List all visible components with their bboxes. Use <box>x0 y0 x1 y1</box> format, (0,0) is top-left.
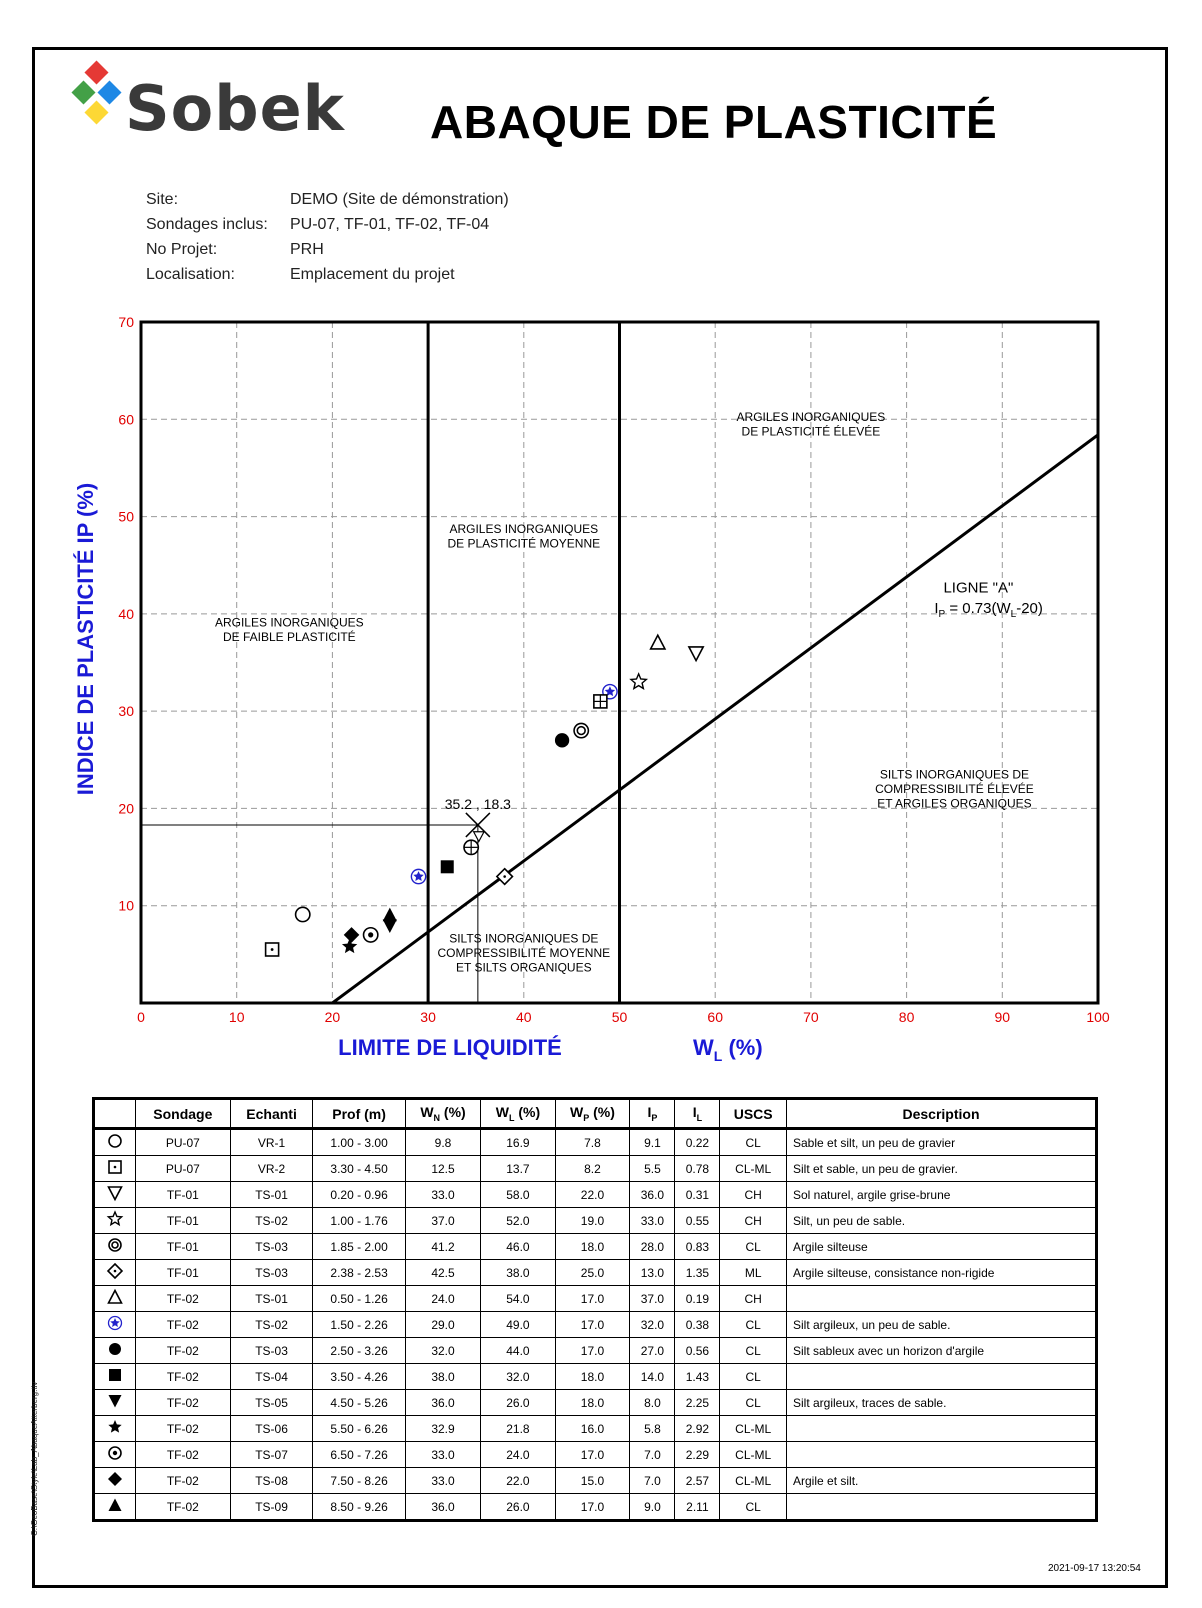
cell-wl: 26.0 <box>481 1390 555 1416</box>
x-tick-label-90: 90 <box>994 1009 1011 1025</box>
cell-sondage: TF-02 <box>136 1468 231 1494</box>
cell-prof: 2.50 - 3.26 <box>313 1338 405 1364</box>
cell-wl: 52.0 <box>481 1208 555 1234</box>
cell-echanti: TS-04 <box>230 1364 313 1390</box>
cell-sondage: TF-02 <box>136 1494 231 1521</box>
row-symbol <box>94 1182 136 1208</box>
logo-diamond-blue <box>97 80 121 104</box>
table-row <box>94 1468 1097 1494</box>
cell-prof: 0.20 - 0.96 <box>313 1182 405 1208</box>
cell-wn: 32.9 <box>405 1416 481 1442</box>
cell-prof: 1.50 - 2.26 <box>313 1312 405 1338</box>
marker-label: 35.2 , 18.3 <box>444 795 511 812</box>
cell-wn: 38.0 <box>405 1364 481 1390</box>
cell-description <box>787 1286 1097 1312</box>
cell-wp: 18.0 <box>555 1234 630 1260</box>
cell-wp: 16.0 <box>555 1416 630 1442</box>
cell-echanti: TS-03 <box>230 1338 313 1364</box>
cell-wp: 17.0 <box>555 1494 630 1521</box>
cell-uscs: CL <box>720 1234 787 1260</box>
cell-il: 2.11 <box>675 1494 720 1521</box>
cell-wp: 22.0 <box>555 1182 630 1208</box>
cell-uscs: CL-ML <box>720 1416 787 1442</box>
cell-echanti: TS-02 <box>230 1312 313 1338</box>
table-row <box>94 1260 1097 1286</box>
row-symbol <box>94 1390 136 1416</box>
row-symbol <box>94 1364 136 1390</box>
table-row <box>94 1416 1097 1442</box>
data-point-0 <box>296 907 310 921</box>
cell-echanti: TS-06 <box>230 1416 313 1442</box>
y-tick-label-70: 70 <box>118 314 134 330</box>
row-symbol <box>94 1468 136 1494</box>
data-point-13 <box>344 927 360 943</box>
cell-ip: 14.0 <box>630 1364 675 1390</box>
cell-sondage: TF-02 <box>136 1364 231 1390</box>
cell-sondage: TF-02 <box>136 1416 231 1442</box>
cell-sondage: TF-02 <box>136 1442 231 1468</box>
info-value-localisation: Emplacement du projet <box>290 266 455 283</box>
info-label-sondages: Sondages inclus: <box>146 216 268 233</box>
row-symbol <box>94 1416 136 1442</box>
cell-sondage: TF-02 <box>136 1390 231 1416</box>
x-tick-label-80: 80 <box>898 1009 915 1025</box>
cell-sondage: PU-07 <box>136 1156 231 1182</box>
a-line-equation: $I_P = 0.73(W_L-20)$ <box>934 599 1043 620</box>
cell-il: 0.31 <box>675 1182 720 1208</box>
logo-diamond-yellow <box>84 100 108 124</box>
cell-description: Sable et silt, un peu de gravier <box>787 1129 1097 1156</box>
table-header-row <box>94 1099 1097 1129</box>
cell-wl: 13.7 <box>481 1156 555 1182</box>
triangle-down-open-icon <box>107 1185 123 1201</box>
logo-diamond-red <box>84 60 108 84</box>
data-point-8 <box>555 733 569 747</box>
cell-echanti: TS-09 <box>230 1494 313 1521</box>
row-symbol <box>94 1312 136 1338</box>
cell-prof: 1.85 - 2.00 <box>313 1234 405 1260</box>
header-sondage: Sondage <box>136 1099 231 1129</box>
info-label-projet: No Projet: <box>146 241 218 258</box>
cell-wn: 36.0 <box>405 1390 481 1416</box>
cell-echanti: TS-01 <box>230 1182 313 1208</box>
cell-wn: 24.0 <box>405 1286 481 1312</box>
file-path: C:\GeoBase\Style\Lab_AbaqueAtterberg.tiv <box>30 1381 39 1536</box>
cell-wp: 19.0 <box>555 1208 630 1234</box>
cell-ip: 5.8 <box>630 1416 675 1442</box>
y-tick-label-20: 20 <box>118 800 134 817</box>
cell-wl: 26.0 <box>481 1494 555 1521</box>
cell-il: 0.22 <box>675 1129 720 1156</box>
cell-ip: 37.0 <box>630 1286 675 1312</box>
cell-il: 2.25 <box>675 1390 720 1416</box>
cell-echanti: TS-01 <box>230 1286 313 1312</box>
info-label-site: Site: <box>146 191 179 208</box>
logo-text: Sobek <box>125 72 345 145</box>
info-value-sondages: PU-07, TF-01, TF-02, TF-04 <box>290 216 490 233</box>
table-row <box>94 1182 1097 1208</box>
cell-il: 2.57 <box>675 1468 720 1494</box>
cell-uscs: CL-ML <box>720 1468 787 1494</box>
cell-wp: 17.0 <box>555 1312 630 1338</box>
info-value-projet: PRH <box>290 241 324 258</box>
circle-dot-icon <box>107 1445 123 1461</box>
cell-uscs: CH <box>720 1208 787 1234</box>
cell-wn: 33.0 <box>405 1442 481 1468</box>
cell-wp: 25.0 <box>555 1260 630 1286</box>
data-point-14 <box>383 908 397 922</box>
row-symbol <box>94 1156 136 1182</box>
cell-wp: 18.0 <box>555 1390 630 1416</box>
row-symbol <box>94 1442 136 1468</box>
cell-uscs: CL <box>720 1390 787 1416</box>
cell-il: 0.55 <box>675 1208 720 1234</box>
results-body <box>94 1129 1097 1521</box>
zone-label-4-2: ET SILTS ORGANIQUES <box>456 960 592 975</box>
table-row <box>94 1129 1097 1156</box>
x-tick-label-10: 10 <box>228 1009 245 1025</box>
cell-sondage: TF-01 <box>136 1182 231 1208</box>
circle-filled-icon <box>107 1341 123 1357</box>
cell-wp: 15.0 <box>555 1468 630 1494</box>
zone-label-2-0: ARGILES INORGANIQUES <box>214 615 364 630</box>
info-label-localisation: Localisation: <box>146 266 235 283</box>
logo-diamond-green <box>71 80 95 104</box>
zone-label-0-0: ARGILES INORGANIQUES <box>736 410 886 425</box>
cell-echanti: TS-02 <box>230 1208 313 1234</box>
star-open-icon <box>107 1211 123 1227</box>
row-symbol <box>94 1234 136 1260</box>
triangle-open-icon <box>107 1289 123 1305</box>
cell-ip: 5.5 <box>630 1156 675 1182</box>
cell-wl: 46.0 <box>481 1234 555 1260</box>
cell-echanti: TS-05 <box>230 1390 313 1416</box>
cell-description <box>787 1416 1097 1442</box>
cell-il: 0.78 <box>675 1156 720 1182</box>
plasticity-chart <box>60 310 1120 1064</box>
cell-il: 1.35 <box>675 1260 720 1286</box>
cell-wl: 38.0 <box>481 1260 555 1286</box>
square-dot-icon <box>107 1159 123 1175</box>
data-point-18 <box>474 832 484 842</box>
cell-description: Argile silteuse, consistance non-rigide <box>787 1260 1097 1286</box>
diamond-filled-icon <box>107 1471 123 1487</box>
cell-sondage: TF-02 <box>136 1286 231 1312</box>
zone-label-0-1: DE PLASTICITÉ ÉLEVÉE <box>741 424 881 439</box>
header-description: Description <box>787 1099 1097 1129</box>
cell-description: Argile et silt. <box>787 1468 1097 1494</box>
data-point-1 <box>266 943 279 956</box>
header-uscs: USCS <box>720 1099 787 1129</box>
cell-prof: 7.50 - 8.26 <box>313 1468 405 1494</box>
cell-il: 2.92 <box>675 1416 720 1442</box>
cell-prof: 3.50 - 4.26 <box>313 1364 405 1390</box>
table-row <box>94 1208 1097 1234</box>
cell-sondage: TF-01 <box>136 1208 231 1234</box>
header-il: $I_L$ <box>675 1099 720 1129</box>
y-tick-label-60: 60 <box>118 411 134 428</box>
data-point-4 <box>574 723 588 737</box>
table-row <box>94 1312 1097 1338</box>
cell-echanti: VR-2 <box>230 1156 313 1182</box>
zone-label-3-2: ET ARGILES ORGANIQUES <box>877 796 1032 811</box>
cell-wn: 33.0 <box>405 1182 481 1208</box>
cell-echanti: TS-07 <box>230 1442 313 1468</box>
results-table <box>92 1097 1098 1522</box>
table-row <box>94 1390 1097 1416</box>
cell-prof: 4.50 - 5.26 <box>313 1390 405 1416</box>
cell-ip: 28.0 <box>630 1234 675 1260</box>
cell-description: Silt argileux, un peu de sable. <box>787 1312 1097 1338</box>
cell-ip: 9.0 <box>630 1494 675 1521</box>
cell-wn: 12.5 <box>405 1156 481 1182</box>
x-tick-label-0: 0 <box>137 1009 145 1025</box>
table-row <box>94 1234 1097 1260</box>
y-tick-label-50: 50 <box>118 508 134 525</box>
cell-prof: 0.50 - 1.26 <box>313 1286 405 1312</box>
cell-il: 0.56 <box>675 1338 720 1364</box>
cell-wn: 37.0 <box>405 1208 481 1234</box>
cell-description: Silt, un peu de sable. <box>787 1208 1097 1234</box>
cell-wl: 21.8 <box>481 1416 555 1442</box>
zone-label-3-0: SILTS INORGANIQUES DE <box>879 767 1030 782</box>
y-tick-label-40: 40 <box>118 605 134 622</box>
cell-description: Sol naturel, argile grise-brune <box>787 1182 1097 1208</box>
y-tick-label-30: 30 <box>118 703 134 720</box>
data-point-9 <box>441 860 454 873</box>
x-tick-label-70: 70 <box>803 1009 819 1025</box>
table-row <box>94 1286 1097 1312</box>
circle-double-icon <box>107 1237 123 1253</box>
cell-prof: 1.00 - 3.00 <box>313 1129 405 1156</box>
cell-uscs: CL <box>720 1494 787 1521</box>
star-filled-icon <box>107 1419 123 1435</box>
cell-wn: 33.0 <box>405 1468 481 1494</box>
table-row <box>94 1338 1097 1364</box>
data-point-16 <box>411 869 425 883</box>
cell-sondage: PU-07 <box>136 1129 231 1156</box>
cell-uscs: CH <box>720 1182 787 1208</box>
cell-description: Silt et sable, un peu de gravier. <box>787 1156 1097 1182</box>
x-tick-label-30: 30 <box>420 1009 436 1025</box>
row-symbol <box>94 1260 136 1286</box>
row-symbol <box>94 1338 136 1364</box>
cell-uscs: CH <box>720 1286 787 1312</box>
row-symbol <box>94 1129 136 1156</box>
x-tick-label-50: 50 <box>611 1009 628 1025</box>
cell-sondage: TF-02 <box>136 1312 231 1338</box>
cell-description: Argile silteuse <box>787 1234 1097 1260</box>
cell-sondage: TF-01 <box>136 1260 231 1286</box>
cell-ip: 7.0 <box>630 1442 675 1468</box>
cell-description: Silt sableux avec un horizon d'argile <box>787 1338 1097 1364</box>
diamond-dot-icon <box>107 1263 123 1279</box>
zone-label-3-1: COMPRESSIBILITÉ ÉLEVÉE <box>875 781 1034 796</box>
cell-wp: 8.2 <box>555 1156 630 1182</box>
x-axis-label: LIMITE DE LIQUIDITÉ <box>338 1035 562 1060</box>
zone-label-4-0: SILTS INORGANIQUES DE <box>449 931 599 946</box>
table-row <box>94 1156 1097 1182</box>
x-tick-label-40: 40 <box>516 1009 532 1025</box>
cell-il: 0.38 <box>675 1312 720 1338</box>
cell-uscs: CL-ML <box>720 1156 787 1182</box>
cell-wp: 7.8 <box>555 1129 630 1156</box>
square-filled-icon <box>107 1367 123 1383</box>
data-point-17 <box>464 840 478 854</box>
cell-wl: 58.0 <box>481 1182 555 1208</box>
cell-prof: 3.30 - 4.50 <box>313 1156 405 1182</box>
header-wn: $W_N$ (%) <box>405 1099 481 1129</box>
data-point-3 <box>631 674 646 689</box>
x-axis-symbol: $W_L$ (%) <box>693 1035 763 1064</box>
cell-echanti: TS-03 <box>230 1234 313 1260</box>
data-point-10 <box>383 919 397 933</box>
cell-il: 1.43 <box>675 1364 720 1390</box>
cell-il: 0.83 <box>675 1234 720 1260</box>
cell-prof: 2.38 - 2.53 <box>313 1260 405 1286</box>
cell-wn: 42.5 <box>405 1260 481 1286</box>
cell-wn: 41.2 <box>405 1234 481 1260</box>
x-tick-label-20: 20 <box>324 1009 341 1025</box>
header-wp: $W_P$ (%) <box>555 1099 630 1129</box>
page-title: ABAQUE DE PLASTICITÉ <box>430 96 998 148</box>
cell-wn: 29.0 <box>405 1312 481 1338</box>
cell-description <box>787 1494 1097 1521</box>
cell-uscs: CL-ML <box>720 1442 787 1468</box>
header-echanti: Echanti <box>230 1099 313 1129</box>
cell-ip: 13.0 <box>630 1260 675 1286</box>
row-symbol <box>94 1286 136 1312</box>
cell-wl: 44.0 <box>481 1338 555 1364</box>
cell-wn: 9.8 <box>405 1129 481 1156</box>
zone-label-2-1: DE FAIBLE PLASTICITÉ <box>222 630 356 645</box>
cell-ip: 36.0 <box>630 1182 675 1208</box>
cell-ip: 8.0 <box>630 1390 675 1416</box>
cell-wl: 24.0 <box>481 1442 555 1468</box>
cell-prof: 5.50 - 6.26 <box>313 1416 405 1442</box>
cell-wp: 17.0 <box>555 1338 630 1364</box>
header-prof: Prof (m) <box>313 1099 405 1129</box>
cell-wl: 22.0 <box>481 1468 555 1494</box>
triangle-down-filled-icon <box>107 1393 123 1409</box>
cell-echanti: VR-1 <box>230 1129 313 1156</box>
cell-prof: 8.50 - 9.26 <box>313 1494 405 1521</box>
reference-lines <box>141 322 1098 1003</box>
zone-label-4-1: COMPRESSIBILITÉ MOYENNE <box>437 946 611 961</box>
x-tick-label-100: 100 <box>1086 1009 1110 1025</box>
zone-label-1-1: DE PLASTICITÉ MOYENNE <box>447 536 601 551</box>
data-point-6 <box>651 635 665 649</box>
y-tick-label-10: 10 <box>118 897 134 914</box>
cell-echanti: TS-08 <box>230 1468 313 1494</box>
x-tick-label-60: 60 <box>707 1009 723 1025</box>
cell-wl: 16.9 <box>481 1129 555 1156</box>
cell-sondage: TF-01 <box>136 1234 231 1260</box>
cell-sondage: TF-02 <box>136 1338 231 1364</box>
data-point-15 <box>594 695 607 708</box>
cell-wl: 32.0 <box>481 1364 555 1390</box>
cell-ip: 27.0 <box>630 1338 675 1364</box>
cell-uscs: ML <box>720 1260 787 1286</box>
zone-labels <box>215 410 1034 974</box>
circle-open-icon <box>107 1133 123 1149</box>
row-symbol <box>94 1208 136 1234</box>
cell-uscs: CL <box>720 1338 787 1364</box>
data-point-2 <box>689 647 703 661</box>
cell-description: Silt argileux, traces de sable. <box>787 1390 1097 1416</box>
y-axis-label: INDICE DE PLASTICITÉ IP (%) <box>73 482 98 796</box>
info-value-site: DEMO (Site de démonstration) <box>290 191 509 208</box>
cell-wl: 54.0 <box>481 1286 555 1312</box>
cell-echanti: TS-03 <box>230 1260 313 1286</box>
cell-uscs: CL <box>720 1129 787 1156</box>
cell-prof: 1.00 - 1.76 <box>313 1208 405 1234</box>
cell-ip: 7.0 <box>630 1468 675 1494</box>
header-symbol <box>94 1099 136 1129</box>
table-row <box>94 1364 1097 1390</box>
cell-il: 2.29 <box>675 1442 720 1468</box>
zone-label-1-0: ARGILES INORGANIQUES <box>449 522 599 537</box>
table-row <box>94 1494 1097 1521</box>
cell-ip: 9.1 <box>630 1129 675 1156</box>
triangle-filled-icon <box>107 1497 123 1513</box>
cell-description <box>787 1364 1097 1390</box>
cell-wn: 32.0 <box>405 1338 481 1364</box>
table-row <box>94 1442 1097 1468</box>
footer-date: 2021-09-17 13:20:54 <box>1048 1563 1141 1574</box>
cell-wp: 18.0 <box>555 1364 630 1390</box>
cell-description <box>787 1442 1097 1468</box>
cell-uscs: CL <box>720 1364 787 1390</box>
data-point-12 <box>364 928 378 942</box>
header-wl: $W_L$ (%) <box>481 1099 555 1129</box>
cell-uscs: CL <box>720 1312 787 1338</box>
star-circle-blue-icon <box>107 1315 123 1331</box>
cell-ip: 33.0 <box>630 1208 675 1234</box>
row-symbol <box>94 1494 136 1521</box>
cell-prof: 6.50 - 7.26 <box>313 1442 405 1468</box>
cell-wn: 36.0 <box>405 1494 481 1521</box>
a-line-label: LIGNE "A" <box>943 579 1014 597</box>
header-ip: $I_P$ <box>630 1099 675 1129</box>
cell-wp: 17.0 <box>555 1442 630 1468</box>
cell-wp: 17.0 <box>555 1286 630 1312</box>
cell-ip: 32.0 <box>630 1312 675 1338</box>
cell-il: 0.19 <box>675 1286 720 1312</box>
cell-wl: 49.0 <box>481 1312 555 1338</box>
